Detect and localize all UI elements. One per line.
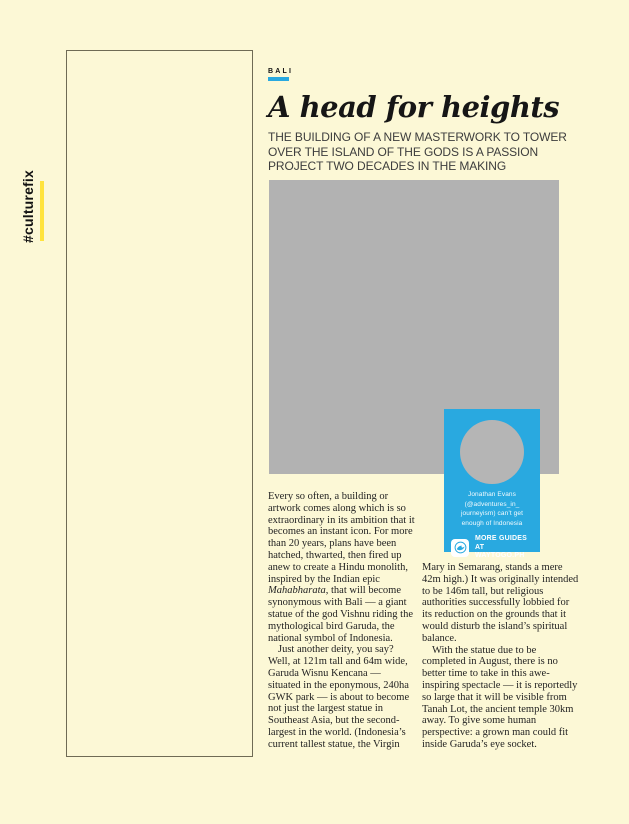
body-text: Every so often, a building or artwork comes along which is so extraordinary in its ambition that it becomes an instant icon. For more than 20 years, plans have been hatched, thwarted, then fired up anew to create a Hindu monolith, inspired by the Indian epic xyxy=(268,491,415,585)
promo-caption-line: Jonathan Evans xyxy=(467,491,516,498)
promo-caption-line: journeyism) can’t get xyxy=(460,510,524,517)
promo-card xyxy=(444,409,540,559)
promo-caption-line: (@adventures_in_ xyxy=(464,500,520,508)
waytogo-logo-icon xyxy=(451,539,469,557)
avatar-placeholder xyxy=(460,420,524,484)
kicker-underline-bar xyxy=(268,77,289,81)
body-text: , that will become synonymous with Bali — a giant statue of the god Vishnu riding the mythological bird Garuda, the national symbol of Indonesia. xyxy=(268,585,413,644)
yellow-accent-rule xyxy=(40,181,44,241)
body-text-italic: Mahabharata xyxy=(268,585,326,597)
body-column-2 xyxy=(422,562,579,751)
article-title: A head for heights xyxy=(268,90,560,124)
body-paragraph: Just another deity, you say? Well, at 121m tall and 64m wide, Garuda Wisnu Kencana — situated in the eponymous, 240ha GWK park — is about to become not just the largest statue in Southeast Asia, but the second-largest in the world. (Indonesia’s current tallest statue, the Virgin xyxy=(268,644,410,750)
body-paragraph: With the statue due to be completed in August, there is no better time to take in this awe-inspiring spectacle — it is reportedly so large that it will be visible from Tanah Lot, the ancient temple 30km away. To give some human perspective: a grown man could fit inside Garuda’s eye socket. xyxy=(422,644,578,750)
promo-footer-text xyxy=(475,535,533,561)
promo-footer xyxy=(451,535,533,561)
article-header xyxy=(268,68,588,174)
kicker-label: BALI xyxy=(268,68,294,75)
promo-footer-line: MORE GUIDES AT xyxy=(475,535,527,551)
empty-frame-rectangle xyxy=(66,50,253,757)
promo-caption xyxy=(461,490,523,528)
promo-caption-line: enough of Indonesia xyxy=(461,519,523,527)
article-standfirst: THE BUILDING OF A NEW MASTERWORK TO TOWER OVER THE ISLAND OF THE GODS IS A PASSION PROJECT TWO DECADES IN THE MAKING xyxy=(268,130,567,173)
body-column-1 xyxy=(268,491,416,751)
body-paragraph xyxy=(268,491,416,644)
culturefix-vertical-tag: #culturefix xyxy=(20,170,36,243)
promo-footer-line: WAYTOGO.PH xyxy=(475,552,525,559)
body-paragraph: Mary in Semarang, stands a mere 42m high.) It was originally intended to be 146m tall, but religious authorities successfully lobbied for its reduction on the grounds that it would disturb the island’s spiritual balance. xyxy=(422,562,579,644)
